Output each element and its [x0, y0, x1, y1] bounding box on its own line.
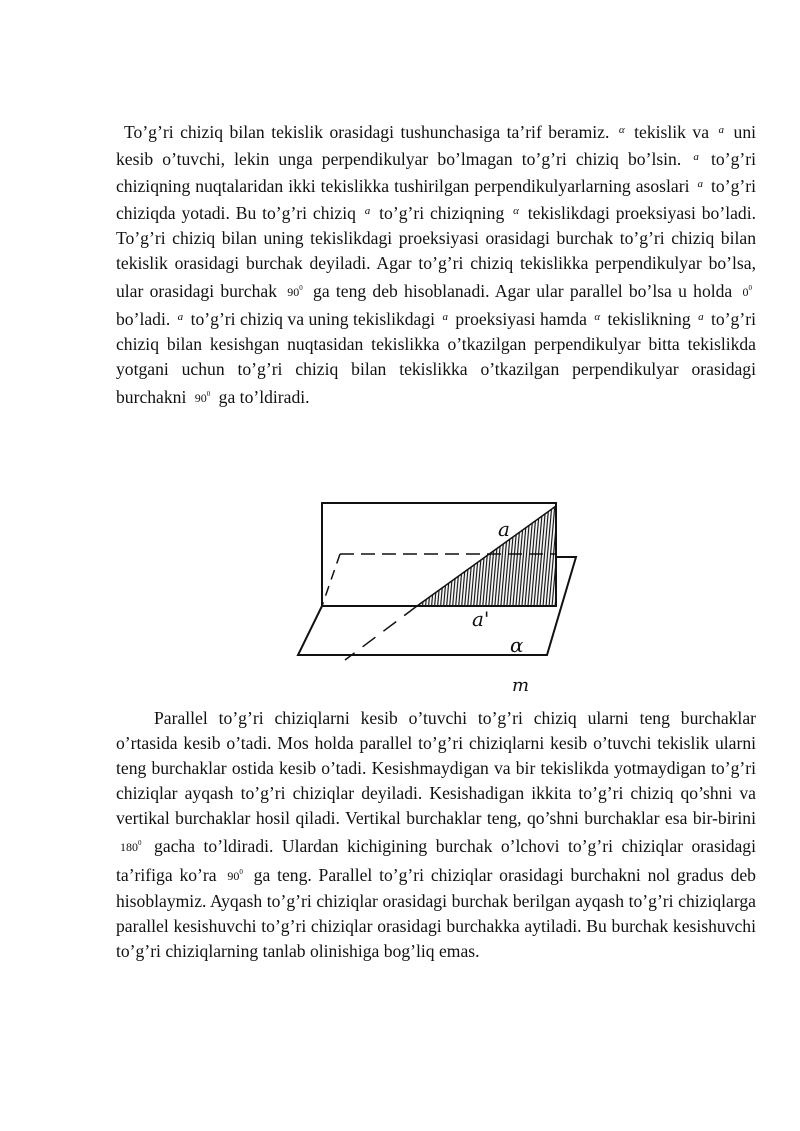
text-segment: tekislikdagi proeksiyasi bo’ladi. To’g’ri chiziq bilan uning tekislikdagi proeksiyasi orasidagi burchak to’g’ri chiziq bilan tekislik orasidagi burchak deyiladi. Agar to’g’ri chiziq tekislikka perpendikulyar bo’lsa, ular orasidagi burchak	[116, 203, 756, 301]
alpha-symbol: α	[594, 311, 601, 323]
text-segment: tekislik va	[634, 122, 710, 142]
projection-extension	[345, 606, 417, 660]
text-segment: proeksiyasi hamda	[455, 309, 587, 329]
label-a: a	[498, 517, 510, 541]
degree-number: 180	[120, 840, 138, 854]
paragraph-line-plane-angle	[116, 118, 756, 411]
text-segment: uni kesib o’tuvchi, lekin unga perpendikulyar bo’lmagan to’g’ri chiziq bo’lsin.	[116, 122, 757, 169]
hatched-triangle	[417, 506, 556, 606]
text-segment: tekislikning	[607, 309, 691, 329]
degree-mark: 0	[748, 284, 752, 292]
text-segment: ga teng deb hisoblanadi. Agar ular parallel bo’lsa u holda	[313, 281, 733, 301]
degree-value	[191, 391, 215, 405]
paragraph-parallel-lines	[116, 706, 756, 964]
text-segment: to’g’ri chiziq bilan kesishgan nuqtasidan tekislikka o’tkazilgan perpendikulyar bitta tekislikda yotgani uchun to’g’ri chiziq bilan tekislikka o’tkazilgan perpendikulyar orasidagi burchakni	[116, 309, 756, 407]
text-segment: to’g’ri chiziqning	[379, 203, 505, 223]
alpha-symbol: α	[513, 205, 519, 217]
text-segment: To’g’ri chiziq bilan tekislik orasidagi tushunchasiga ta’rif beramiz.	[124, 122, 610, 142]
label-m: m	[512, 675, 530, 696]
degree-value	[283, 285, 307, 299]
a-symbol: a	[693, 151, 699, 163]
degree-number: 0	[742, 285, 749, 299]
degree-mark: 0	[239, 868, 243, 876]
a-symbol: a	[697, 178, 704, 190]
degree-number: 90	[287, 285, 300, 299]
degree-value	[739, 285, 757, 299]
hidden-edge	[322, 554, 340, 606]
degree-value	[223, 869, 247, 883]
text-segment: Parallel to’g’ri chiziqlarni kesib o’tuvchi to’g’ri chiziq ularni teng burchaklar o’rtasida kesib o’tadi. Mos holda parallel to’g’ri chiziqlarni kesib o’tuvchi tekislik ularni teng burchaklar ostida kesib o’tadi. Kesishmaydigan va bir tekislikda yotmaydigan to’g’ri chiziqlar ayqash to’g’ri chiziqlar deyiladi. Kesishadigan ikkita to’g’ri chiziq qo’shni va vertikal burchaklar hosil qiladi. Vertikal burchaklar teng, qo’shni burchaklar esa bir-birini	[116, 708, 756, 828]
a-symbol: a	[442, 311, 448, 323]
degree-number: 90	[194, 391, 207, 405]
line-plane-projection-figure	[290, 492, 590, 697]
label-a-prime: a'	[472, 607, 490, 631]
degree-number: 90	[227, 869, 240, 883]
text-segment: bo’ladi.	[116, 309, 171, 329]
label-alpha: α	[510, 633, 524, 657]
degree-mark: 0	[206, 390, 211, 398]
degree-mark: 0	[299, 284, 303, 292]
text-segment: ga to’ldiradi.	[218, 387, 310, 407]
alpha-symbol: α	[618, 124, 625, 136]
a-symbol: a	[718, 124, 725, 136]
degree-value	[116, 840, 146, 854]
text-segment: to’g’ri chiziqda yotadi. Bu to’g’ri chiziq	[116, 176, 756, 223]
text-segment: gacha to’ldiradi. Ulardan kichigining burchak o’lchovi to’g’ri chiziqlar orasidagi ta’rifiga ko’ra	[116, 836, 756, 885]
a-symbol: a	[364, 205, 371, 217]
text-segment: to’g’ri chiziqning nuqtalaridan ikki tekislikka tushirilgan perpendikulyarlarning asoslari	[116, 149, 756, 196]
text-segment: to’g’ri chiziq va uning tekislikdagi	[190, 309, 436, 329]
a-symbol: a	[177, 311, 184, 323]
a-symbol: a	[698, 311, 704, 323]
degree-mark: 0	[138, 839, 142, 847]
text-segment: ga teng. Parallel to’g’ri chiziqlar orasidagi burchakni nol gradus deb hisoblaymiz. Ayqash to’g’ri chiziqlar orasidagi burchak berilgan ayqash to’g’ri chiziqlarga parallel kesishuvchi to’g’ri chiziqlar orasidagi burchakka aytiladi. Bu burchak kesishuvchi to’g’ri chiziqlarning tanlab olinishiga bog’liq emas.	[116, 865, 756, 961]
